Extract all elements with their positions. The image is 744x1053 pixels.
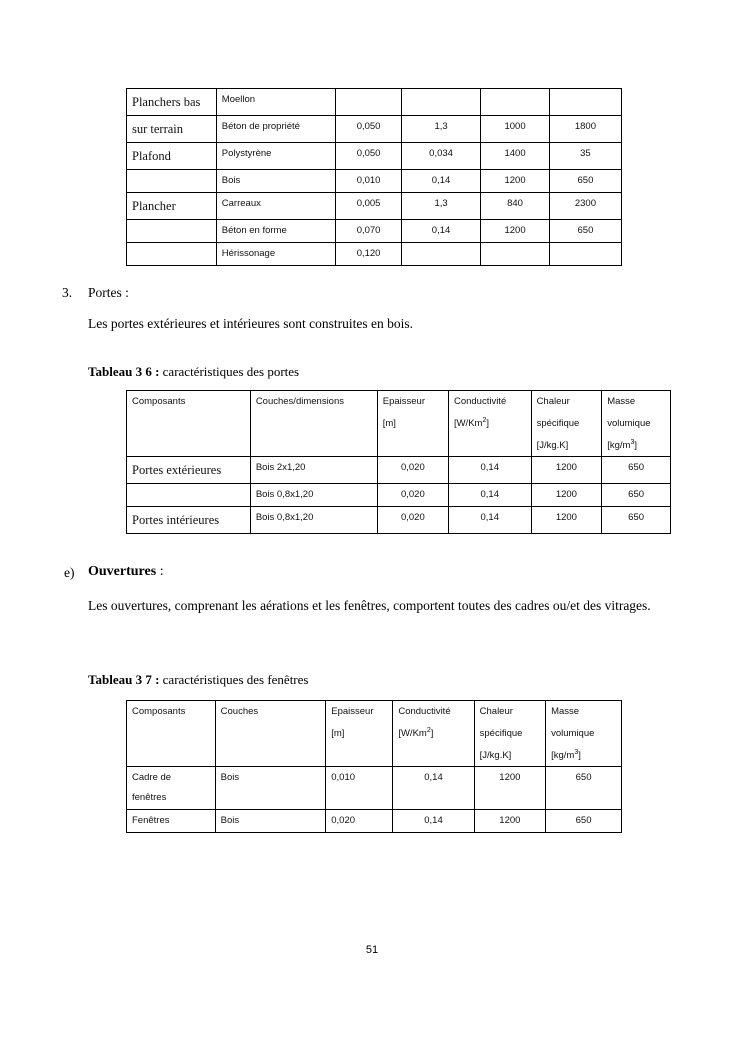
table-row [127,243,622,266]
page-number: 51 [365,944,379,956]
cell-text: 1800 [574,121,596,133]
cell-text: 0,14 [480,512,499,524]
header-text: Conductivité [453,396,507,407]
cell-text: Carreaux [221,198,261,210]
table-row [127,116,622,143]
paragraph-portes: Les portes extérieures et intérieures sont construites en bois. [88,316,414,331]
cell-text: 650 [628,462,645,474]
header-composants [127,701,216,767]
header-epaisseur [377,391,448,457]
cell-couche [216,193,335,220]
header-couches [250,391,377,457]
cell-chaleur [481,193,550,220]
cell-text: 0,005 [356,198,381,210]
header-text2: spécifique [479,727,523,739]
cell-text: 1200 [555,489,577,501]
cell-conductivite [448,484,531,507]
cell-couche [216,170,335,193]
cell-text: Béton de propriété [221,121,300,133]
header-couches [215,701,326,767]
row-label-empty [127,220,217,243]
list-number-e: e) [64,565,75,580]
header-unit: [J/kg.K] [536,439,569,451]
caption-tableau-3-7 [88,672,308,688]
header-chaleur-specifique [531,391,602,457]
cell-chaleur [481,89,550,116]
header-text2: spécifique [536,417,580,429]
cell-epaisseur [336,89,402,116]
cell-text: Portes extérieures [132,463,222,478]
header-epaisseur [326,701,393,767]
header-conductivite [393,701,474,767]
cell-text: Moellon [221,94,256,105]
unit-post: ] [430,727,434,739]
header-chaleur-specifique [474,701,545,767]
paragraph-ouvertures: Les ouvertures, comprenant les aérations et les fenêtres, comportent toutes des cadres ou/et des vitrages. [88,598,651,613]
section-heading-ouvertures [88,564,164,580]
cell-text: 0,020 [400,512,425,524]
cell-masse [549,220,621,243]
header-unit: [m] [382,417,396,429]
cell-couche [216,243,335,266]
cell-text: Bois [220,772,240,784]
cell-text: 0,14 [480,489,499,501]
header-text: Conductivité [398,706,451,717]
cell-couche [250,457,377,484]
header-text: Epaisseur [382,396,425,407]
header-text: Masse [607,396,636,407]
cell-text: 2300 [574,198,596,210]
cell-chaleur [481,170,550,193]
cell-text: Bois 2x1,20 [255,462,306,474]
header-text: Chaleur [479,706,513,717]
header-text2: volumique [551,727,595,739]
cell-text: Portes intérieures [132,513,220,528]
header-unit: [J/kg.K] [479,749,512,761]
cell-text: 650 [577,175,594,187]
cell-epaisseur [336,193,402,220]
cell-text: 0,120 [356,248,381,260]
row-label-cadre-de-fenetres [127,767,216,810]
cell-text: 1200 [499,772,521,784]
cell-text: 1200 [555,462,577,474]
cell-text: Bois 0,8x1,20 [255,489,314,501]
table-row [127,809,622,832]
cell-text: 650 [577,225,594,237]
table-fenetres [126,700,622,833]
header-masse-volumique [602,391,671,457]
cell-couche [215,767,326,810]
row-label-portes-interieures [127,507,251,534]
table-planchers [126,88,622,266]
table-portes-container [126,390,671,534]
cell-epaisseur [336,116,402,143]
header-unit [551,749,616,763]
header-unit [607,439,665,453]
cell-text: 0,14 [431,225,451,237]
header-text: Composants [132,396,186,407]
cell-couche [216,116,335,143]
header-conductivite [448,391,531,457]
unit-post: ] [634,439,637,451]
cell-text: Béton en forme [221,225,287,237]
cell-masse [602,457,671,484]
cell-text: 0,050 [356,148,381,160]
header-text: Chaleur [536,396,570,407]
cell-conductivite [401,170,480,193]
cell-text: 1,3 [434,198,448,210]
list-number-3: 3. [62,285,73,300]
cell-text: 0,010 [331,772,356,784]
cell-chaleur [474,809,545,832]
unit-pre: [W/Km [453,417,483,429]
header-text: Composants [132,706,186,717]
cell-masse [549,143,621,170]
cell-text: 1200 [555,512,577,524]
cell-chaleur [481,143,550,170]
cell-conductivite [401,116,480,143]
cell-epaisseur [326,767,393,810]
unit-exponent: 3 [574,748,579,756]
cell-text: Bois 0,8x1,20 [255,512,314,524]
cell-chaleur [481,243,550,266]
row-label-fenetres [127,809,216,832]
row-label-portes-exterieures [127,457,251,484]
cell-conductivite [401,143,480,170]
cell-text: 1200 [499,814,521,826]
cell-text: 650 [575,814,592,826]
cell-couche [216,220,335,243]
cell-masse [546,767,622,810]
cell-text: 1200 [504,175,526,187]
cell-text: Bois [220,814,240,826]
cell-text: 0,010 [356,175,381,187]
cell-text: Planchers bas [132,95,201,109]
cell-epaisseur [377,484,448,507]
caption-tableau-3-6 [88,364,299,380]
cell-chaleur [481,220,550,243]
cell-text: 650 [575,772,592,784]
header-text: Epaisseur [331,706,374,717]
cell-couche [215,809,326,832]
section-heading-portes: Portes : [88,285,129,300]
cell-masse [549,170,621,193]
table-planchers-container [126,88,622,266]
table-header-row [127,701,622,767]
table-row [127,89,622,116]
row-label-empty [127,243,217,266]
cell-epaisseur [326,809,393,832]
cell-text: 0,020 [400,489,425,501]
cell-chaleur [481,116,550,143]
cell-text: 0,020 [400,462,425,474]
row-label-planchers-bas [127,89,217,116]
cell-couche [216,143,335,170]
header-unit: [m] [331,727,345,739]
unit-exponent: 2 [426,726,431,734]
cell-masse [549,116,621,143]
cell-text: 0,070 [356,225,381,237]
unit-post: ] [486,417,489,429]
cell-epaisseur [377,457,448,484]
table-row [127,484,671,507]
cell-text: 1200 [504,225,526,237]
caption-label: Tableau 3 6 : [88,364,160,379]
header-masse-volumique [546,701,622,767]
cell-epaisseur [336,143,402,170]
cell-conductivite [393,767,474,810]
cell-conductivite [393,809,474,832]
cell-text-line2: fenêtres [132,792,167,804]
caption-label: Tableau 3 7 : [88,672,160,687]
cell-text-line1: Cadre de [132,772,172,784]
cell-text: 1,3 [434,121,448,133]
table-row [127,170,622,193]
cell-text: 0,14 [424,772,443,784]
table-row [127,507,671,534]
cell-text: 0,034 [429,148,453,160]
cell-text: 0,14 [424,814,443,826]
heading-rest: : [156,564,164,579]
unit-post: ] [578,749,581,761]
cell-conductivite [401,220,480,243]
cell-couche [216,89,335,116]
header-text: Couches [220,706,259,717]
cell-text: 650 [628,489,645,501]
header-text: Masse [551,706,580,717]
cell-chaleur [531,507,602,534]
row-label-empty [127,170,217,193]
cell-masse [549,193,621,220]
cell-couche [250,507,377,534]
cell-text: Plancher [132,199,176,214]
cell-conductivite [448,507,531,534]
table-row [127,220,622,243]
cell-text: Hérissonage [221,248,276,260]
table-portes [126,390,671,534]
cell-epaisseur [377,507,448,534]
cell-epaisseur [336,220,402,243]
cell-text: 35 [580,148,591,160]
row-label-empty [127,484,251,507]
cell-text: sur terrain [132,122,184,137]
unit-pre: [kg/m [607,439,631,451]
cell-text: 0,14 [431,175,451,187]
unit-pre: [kg/m [551,749,575,761]
cell-text: 0,14 [480,462,499,474]
cell-conductivite [401,243,480,266]
header-unit [454,417,526,431]
header-composants [127,391,251,457]
cell-chaleur [474,767,545,810]
header-text2: volumique [607,417,651,429]
table-row [127,143,622,170]
unit-exponent: 3 [630,438,635,446]
row-label-plancher [127,193,217,220]
cell-text: Polystyrène [221,148,272,160]
row-label-plafond [127,143,217,170]
caption-text: caractéristiques des portes [159,364,300,379]
cell-masse [549,89,621,116]
cell-text: 1400 [504,148,526,160]
cell-epaisseur [336,170,402,193]
cell-conductivite [401,89,480,116]
header-unit [398,727,468,741]
row-label-sur-terrain [127,116,217,143]
cell-masse [549,243,621,266]
cell-text: 0,020 [331,814,356,826]
table-row [127,457,671,484]
unit-exponent: 2 [482,416,487,424]
table-fenetres-container [126,700,622,833]
header-text: Couches/dimensions [255,396,344,407]
cell-epaisseur [336,243,402,266]
cell-text: Fenêtres [132,814,170,826]
cell-couche [250,484,377,507]
heading-bold: Ouvertures [88,564,157,579]
cell-text: 0,050 [356,121,381,133]
cell-masse [602,484,671,507]
cell-chaleur [531,457,602,484]
cell-chaleur [531,484,602,507]
unit-pre: [W/Km [398,727,427,739]
cell-conductivite [401,193,480,220]
table-row [127,767,622,810]
cell-text: 1000 [504,121,526,133]
table-header-row [127,391,671,457]
cell-masse [602,507,671,534]
cell-conductivite [448,457,531,484]
caption-text: caractéristiques des fenêtres [159,672,309,687]
cell-text: 650 [628,512,645,524]
cell-text: Plafond [132,149,171,164]
table-row [127,193,622,220]
cell-masse [546,809,622,832]
cell-text: 840 [507,198,523,210]
cell-text: Bois [221,175,241,187]
